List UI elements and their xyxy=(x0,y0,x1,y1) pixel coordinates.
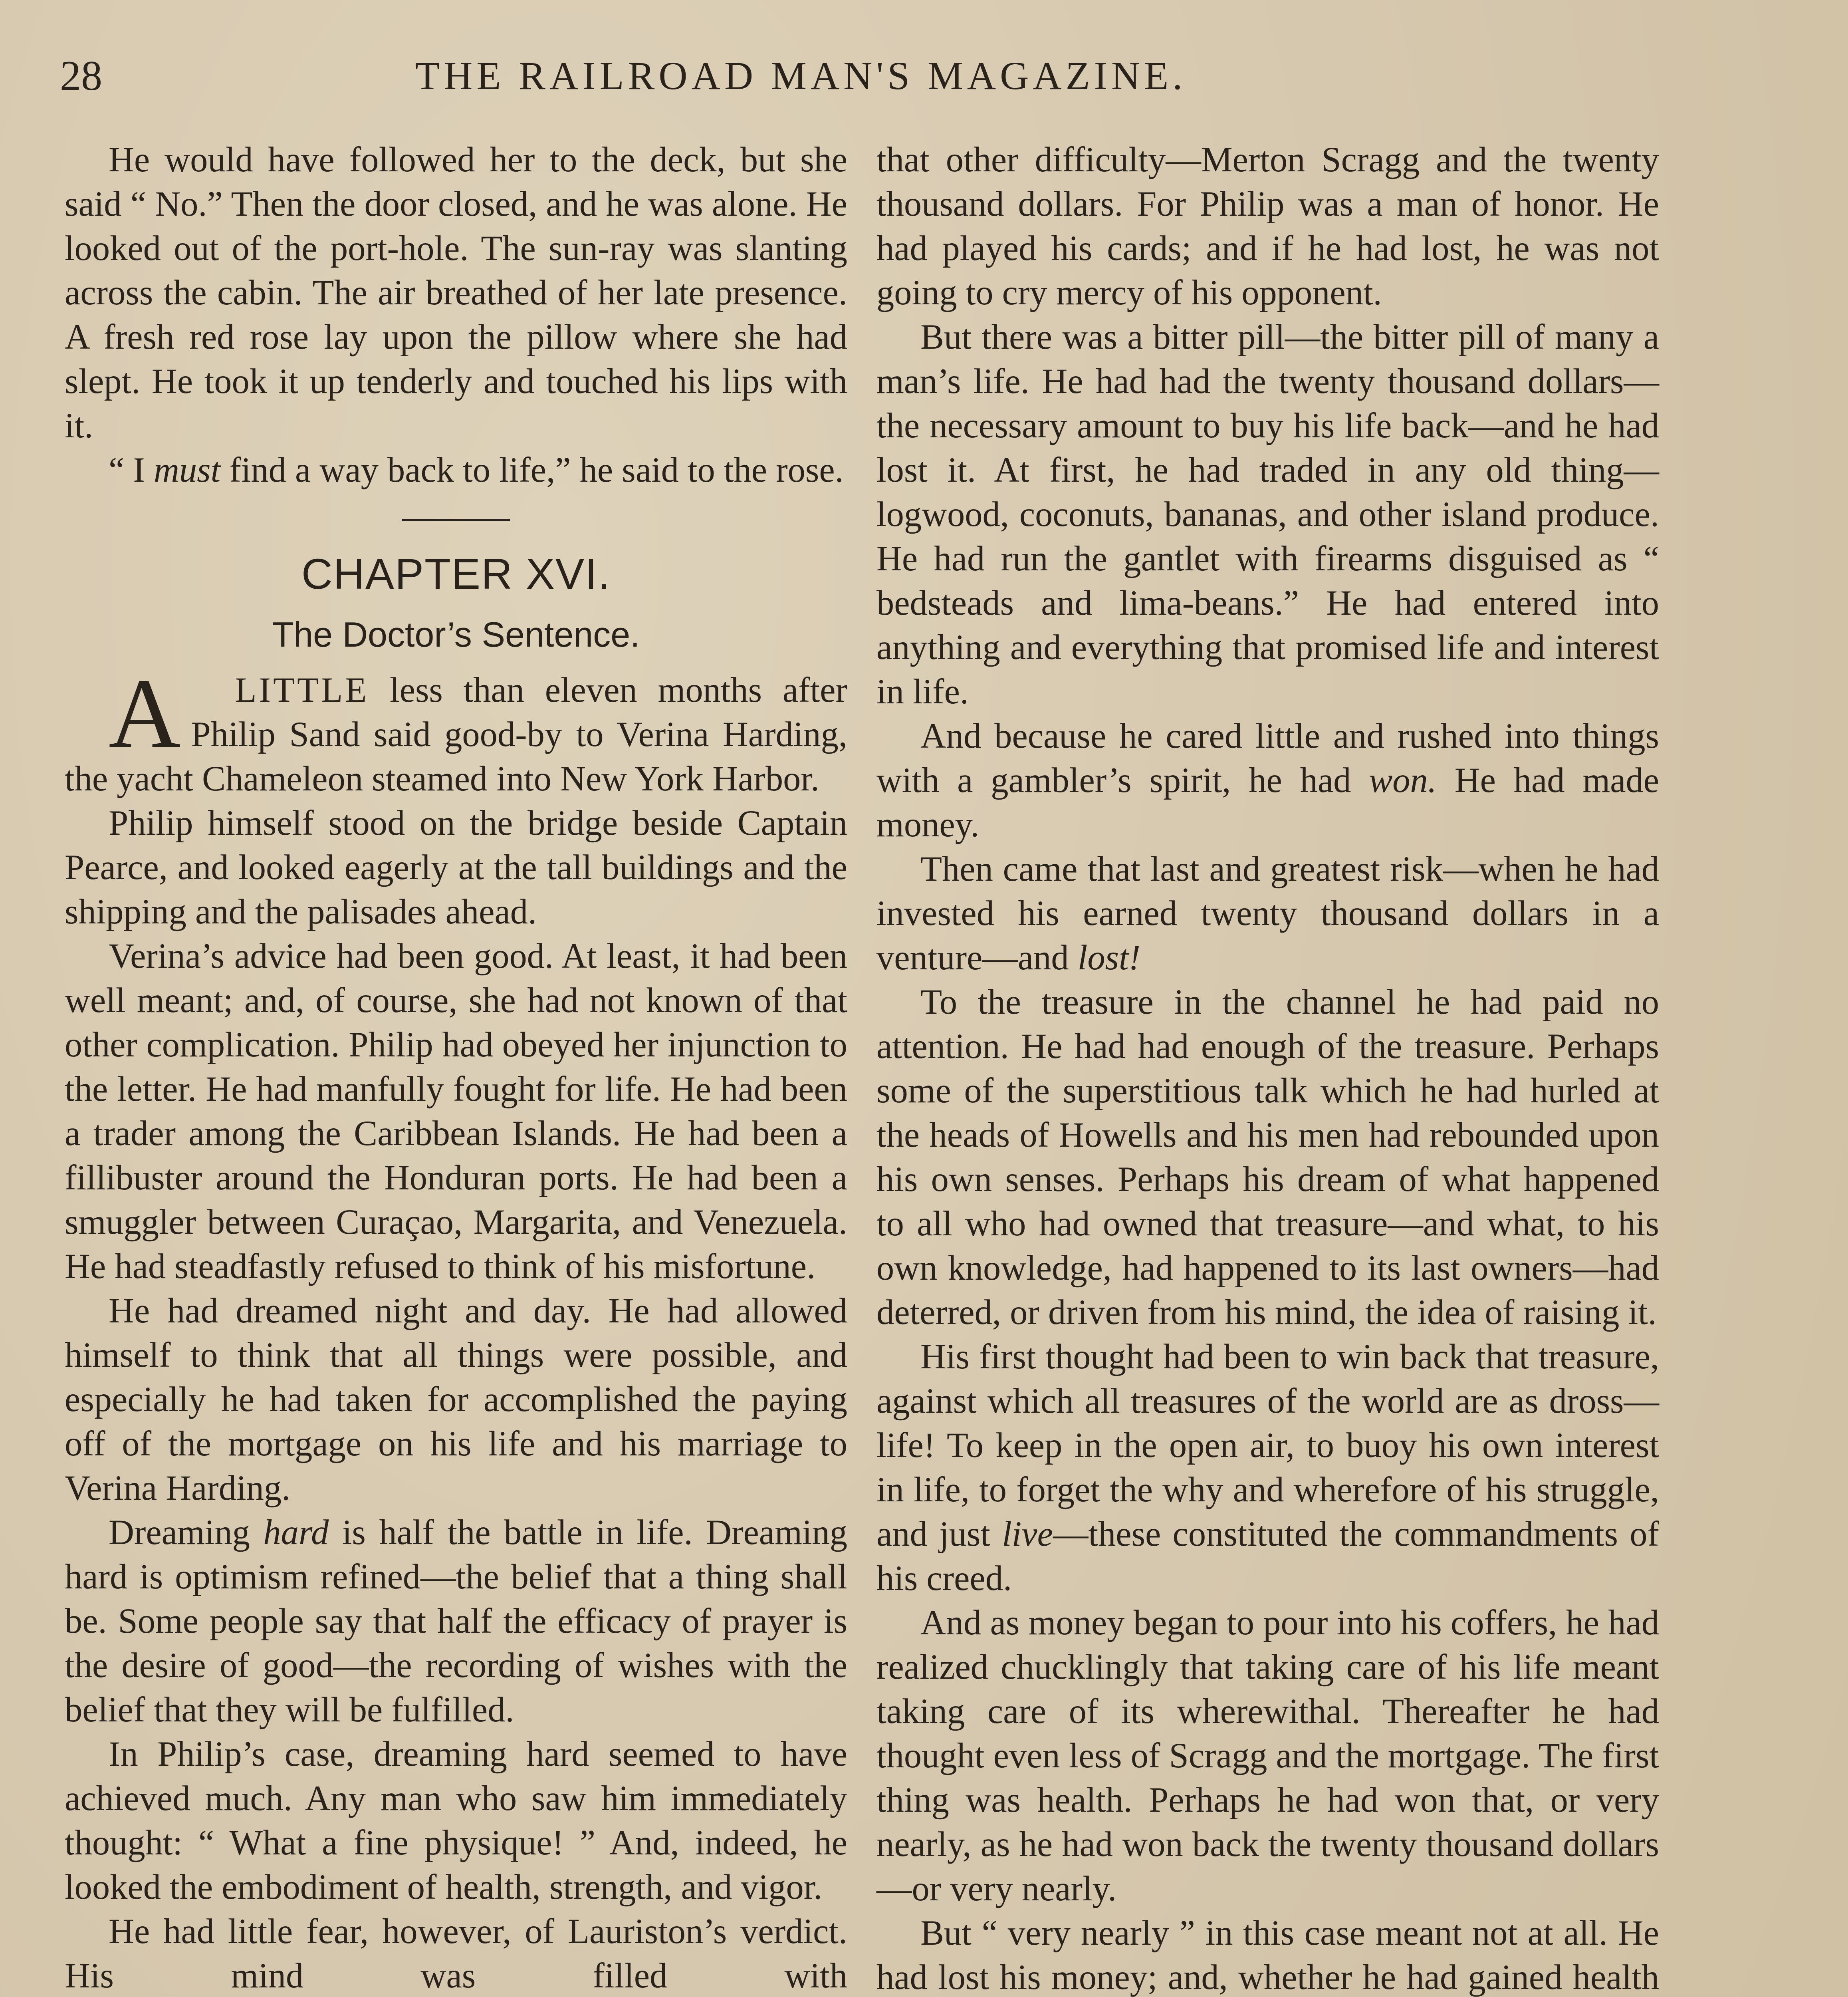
right-column xyxy=(876,138,1659,1997)
paragraph: And because he cared little and rushed into things with a gambler’s spirit, he had won. He had made money. xyxy=(876,717,1659,844)
paragraph: Philip himself stood on the bridge beside Captain Pearce, and looked eagerly at the tall buildings and the shipping and the palisades ahead. xyxy=(65,804,847,931)
page-number: 28 xyxy=(60,52,102,99)
paragraph: He had dreamed night and day. He had allowed himself to think that all things were possible, and especially he had taken for accomplished the paying off of the mortgage on his life and his marriage to Verina Harding. xyxy=(65,1291,847,1508)
paragraph: But “ very nearly ” in this case meant not at all. He had lost his money; and, whether he had gained health xyxy=(876,1914,1659,1997)
paragraph: Then came that last and greatest risk—when he had invested his earned twenty thousand dollars in a venture—and lost! xyxy=(876,850,1659,977)
paragraph-opening: A LITTLE less than eleven months after Philip Sand said good-by to Verina Harding, the yacht Chameleon steamed into New York Harbor. xyxy=(65,658,847,798)
paragraph: But there was a bitter pill—the bitter pill of many a man’s life. He had had the twenty thousand dollars—the necessary amount to buy his life back—and he had lost it. At first, he had traded in any old thing—logwood, coconuts, bananas, and other island produce. He had run the gantlet with firearms disguised as “ bedsteads and lima-beans.” He had entered into anything and everything that promised life and interest in life. xyxy=(876,318,1659,711)
drop-cap: A xyxy=(109,658,181,769)
paragraph: His first thought had been to win back that treasure, against which all treasures of the world are as dross—life! To keep in the open air, to buoy his own interest in life, to forget the why and wherefore of his struggle, and just live—these constituted the commandments of his creed. xyxy=(876,1337,1660,1598)
page-header xyxy=(60,48,1777,104)
paragraph: Verina’s advice had been good. At least, it had been well meant; and, of course, she had not known of that other complication. Philip had obeyed her injunction to the letter. He had manfully fought for life. He had been a trader among the Caribbean Islands. He had been a fillibuster around the Honduran ports. He had been a smuggler between Curaçao, Margarita, and Venezuela. He had steadfastly refused to think of his misfortune. xyxy=(65,937,847,1286)
paragraph: “ I must find a way back to life,” he said to the rose. xyxy=(109,451,844,490)
left-column xyxy=(65,138,847,1997)
paragraph: He had little fear, however, of Lauriston’s verdict. His mind was filled with xyxy=(65,1912,847,1995)
running-title: THE RAILROAD MAN'S MAGAZINE. xyxy=(415,54,1187,98)
paragraph: In Philip’s case, dreaming hard seemed to have achieved much. Any man who saw him immediately thought: “ What a fine physique! ” And, indeed, he looked the embodiment of health, strength, and vigor. xyxy=(65,1735,847,1907)
paragraph: He would have followed her to the deck, but she said “ No.” Then the door closed, and he was alone. He looked out of the port-hole. The sun-ray was slanting across the cabin. The air breathed of her late presence. A fresh red rose lay upon the pillow where she had slept. He took it up tenderly and touched his lips with it. xyxy=(65,140,847,445)
section-rule xyxy=(402,519,510,521)
paragraph: And as money began to pour into his coffers, he had realized chucklingly that taking care of his life meant taking care of its wherewithal. Thereafter he had thought even less of Scragg and the mortgage. The first thing was health. Perhaps he had won that, or very nearly, as he had won back the twenty thousand dollars—or very nearly. xyxy=(876,1603,1659,1908)
chapter-subtitle: The Doctor’s Sentence. xyxy=(272,615,640,654)
paragraph: that other difficulty—Merton Scragg and the twenty thousand dollars. For Philip was a man of honor. He had played his cards; and if he had lost, he was not going to cry mercy of his opponent. xyxy=(876,140,1659,312)
paragraph: Dreaming hard is half the battle in life. Dreaming hard is optimism refined—the belief that a thing shall be. Some people say that half the efficacy of prayer is the desire of good—the recording of wishes with the belief that they will be fulfilled. xyxy=(65,1513,847,1729)
chapter-title: CHAPTER XVI. xyxy=(301,550,611,598)
paragraph: To the treasure in the channel he had paid no attention. He had had enough of the treasure. Perhaps some of the superstitious talk which he had hurled at the heads of Howells and his men had rebounded upon his own senses. Perhaps his dream of what happened to all who had owned that treasure—and what, to his own knowledge, had happened to its last owners—had deterred, or driven from his mind, the idea of raising it. xyxy=(876,983,1659,1332)
